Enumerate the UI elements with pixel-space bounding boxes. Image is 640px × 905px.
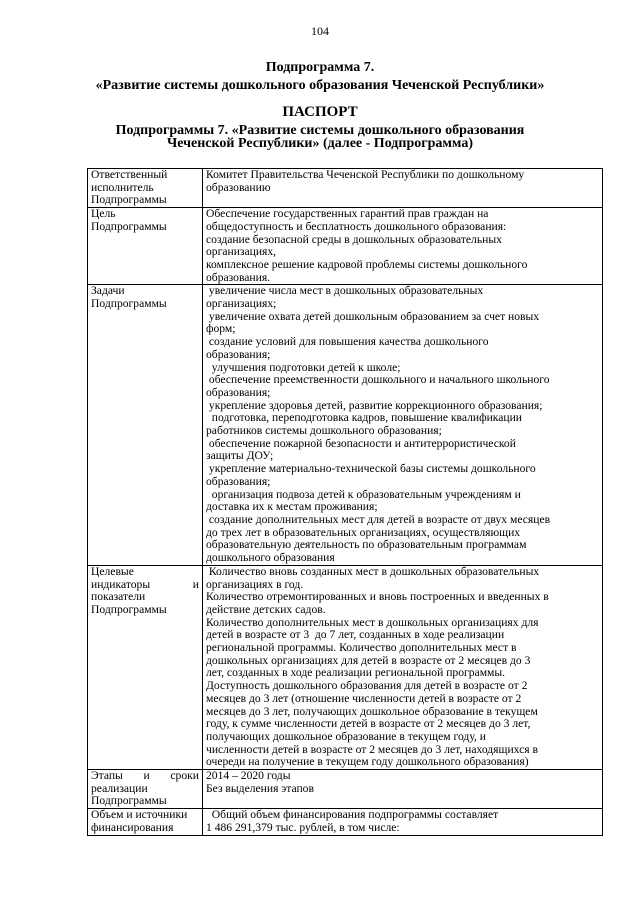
row-content-line: до трех лет в образовательных организациях, осуществляющих [206,526,521,539]
row-label-cell [88,208,203,285]
row-content-line: образовательную деятельность по образовательным программам [206,539,527,552]
passport-subtitle-line-1: Подпрограммы 7. «Развитие системы дошкольного образования [115,123,525,138]
row-content-line: образования; [206,475,271,488]
row-content-line: образования. [206,271,271,284]
row-content-line: месяцев до 3 лет, получающих дошкольное образование в текущем [206,705,538,718]
row-content-line: защиты ДОУ; [206,450,274,463]
row-content-cell [203,169,603,208]
row-content-line: увеличение охвата детей дошкольным образованием за счет новых [206,310,540,323]
table-row [88,285,603,565]
row-label-line: Подпрограммы [91,194,167,207]
row-content-line: обеспечение преемственности дошкольного и начального школьного [206,374,550,387]
row-label-line: индикаторы и [91,578,199,591]
row-content-line: доставка их к местам проживания; [206,501,378,514]
row-content-line: комплексное решение кадровой проблемы системы дошкольного [206,258,528,271]
passport-heading: ПАСПОРТ [282,104,358,120]
row-label-line: Подпрограммы [91,603,167,616]
row-label-cell [88,770,203,809]
row-content-line: Общий объем финансирования подпрограммы составляет [206,809,499,822]
row-content-line: укрепление материально-технической базы системы дошкольного [206,463,536,476]
row-content-line: дошкольного образования [206,552,335,565]
row-label-line: Объем и источники [91,809,188,822]
row-content-line: детей в возрасте от 3 до 7 лет, созданных в ходе реализации [206,629,505,642]
row-content-line: улучшения подготовки детей к школе; [206,361,401,374]
row-content-line: дошкольных организациях для детей в возрасте от 2 месяцев до 3 [206,654,531,667]
row-content-cell [203,208,603,285]
row-label-line: Подпрограммы [91,220,167,233]
row-content-line: Обеспечение государственных гарантий прав граждан на [206,208,489,221]
row-content-line: месяцев до 3 лет (отношение численности детей в возрасте от 2 [206,692,522,705]
row-content-line: создание дополнительных мест для детей в возрасте от двух месяцев [206,513,551,526]
row-label-line: исполнитель [91,181,154,194]
row-content-cell [203,809,603,835]
row-label-line: реализации [91,782,148,795]
row-content-line: Количество дополнительных мест в дошкольных организациях для [206,616,539,629]
row-content-line: Количество вновь созданных мест в дошкольных образовательных [206,565,540,578]
row-label-cell [88,809,203,835]
row-content-line: увеличение числа мест в дошкольных образовательных [206,285,484,298]
passport-table-body [88,169,603,836]
row-label-line: финансирования [91,821,174,834]
row-content-line: образования; [206,386,271,399]
row-label-line: Ответственный [91,169,168,181]
row-content-line: обеспечение пожарной безопасности и антитеррористической [206,437,516,450]
row-label-line: Подпрограммы [91,298,167,311]
row-label-line: показатели [91,591,146,604]
row-content-line: укрепление здоровья детей, развитие коррекционного образования; [206,399,543,412]
row-label-cell [88,565,203,769]
row-label-line: Цель [91,208,116,221]
row-content-line: образования; [206,348,271,361]
row-content-line: году, к сумме численности детей в возрасте от 2 месяцев до 3 лет, [206,718,531,731]
row-label-line: Этапы и сроки [91,770,199,783]
row-label-line: Целевые [91,565,134,578]
passport-table [87,168,603,836]
row-content-line: подготовка, переподготовка кадров, повышение квалификации [206,412,522,425]
table-row [88,208,603,285]
row-content-line: Доступность дошкольного образования для детей в возрасте от 2 [206,680,528,693]
row-content-line: 2014 – 2020 годы [206,770,291,783]
table-row [88,169,603,208]
row-content-line: очереди на получение в текущем году дошкольного образования) [206,756,529,769]
table-row [88,565,603,769]
row-label-cell [88,169,203,208]
row-content-line: организациях; [206,298,277,311]
row-content-cell [203,285,603,565]
row-content-line: получающих дошкольное образование в текущем году, и [206,730,486,743]
subprogram-title-heading: «Развитие системы дошкольного образования Чеченской Республики» [95,78,545,93]
page-number: 104 [311,24,329,38]
row-content-line: создание безопасной среды в дошкольных образовательных [206,233,502,246]
row-content-line: создание условий для повышения качества дошкольного [206,336,489,349]
row-content-line: Без выделения этапов [206,782,314,795]
row-content-line: организация подвоза детей к образовательным учреждениям и [206,488,521,501]
subprogram-number-heading: Подпрограмма 7. [265,60,375,75]
row-content-line: Количество отремонтированных и вновь построенных и введенных в [206,591,549,604]
row-content-line: организациях, [206,246,277,259]
row-content-line: работников системы дошкольного образования; [206,425,442,438]
row-content-line: Комитет Правительства Чеченской Республики по дошкольному [206,169,525,181]
table-row [88,770,603,809]
row-content-line: 1 486 291,379 тыс. рублей, в том числе: [206,821,400,834]
table-row [88,809,603,835]
row-content-line: действие детских садов. [206,603,326,616]
row-content-line: лет, созданных в ходе реализации региональной программы. [206,667,506,680]
row-content-line: численности детей в возрасте от 2 месяцев до 3 лет, находящихся в [206,743,538,756]
row-content-cell [203,770,603,809]
row-content-line: региональной программы. Количество дополнительных мест в [206,642,517,655]
row-content-line: образованию [206,181,271,194]
row-label-line: Задачи [91,285,125,298]
row-content-line: общедоступность и бесплатность дошкольного образования: [206,220,507,233]
row-content-line: форм; [206,323,236,336]
row-label-line: Подпрограммы [91,795,167,808]
passport-subtitle-line-2: Чеченской Республики» (далее - Подпрограмма) [166,136,474,151]
row-content-cell [203,565,603,769]
row-content-line: организациях в год. [206,578,304,591]
row-label-cell [88,285,203,565]
